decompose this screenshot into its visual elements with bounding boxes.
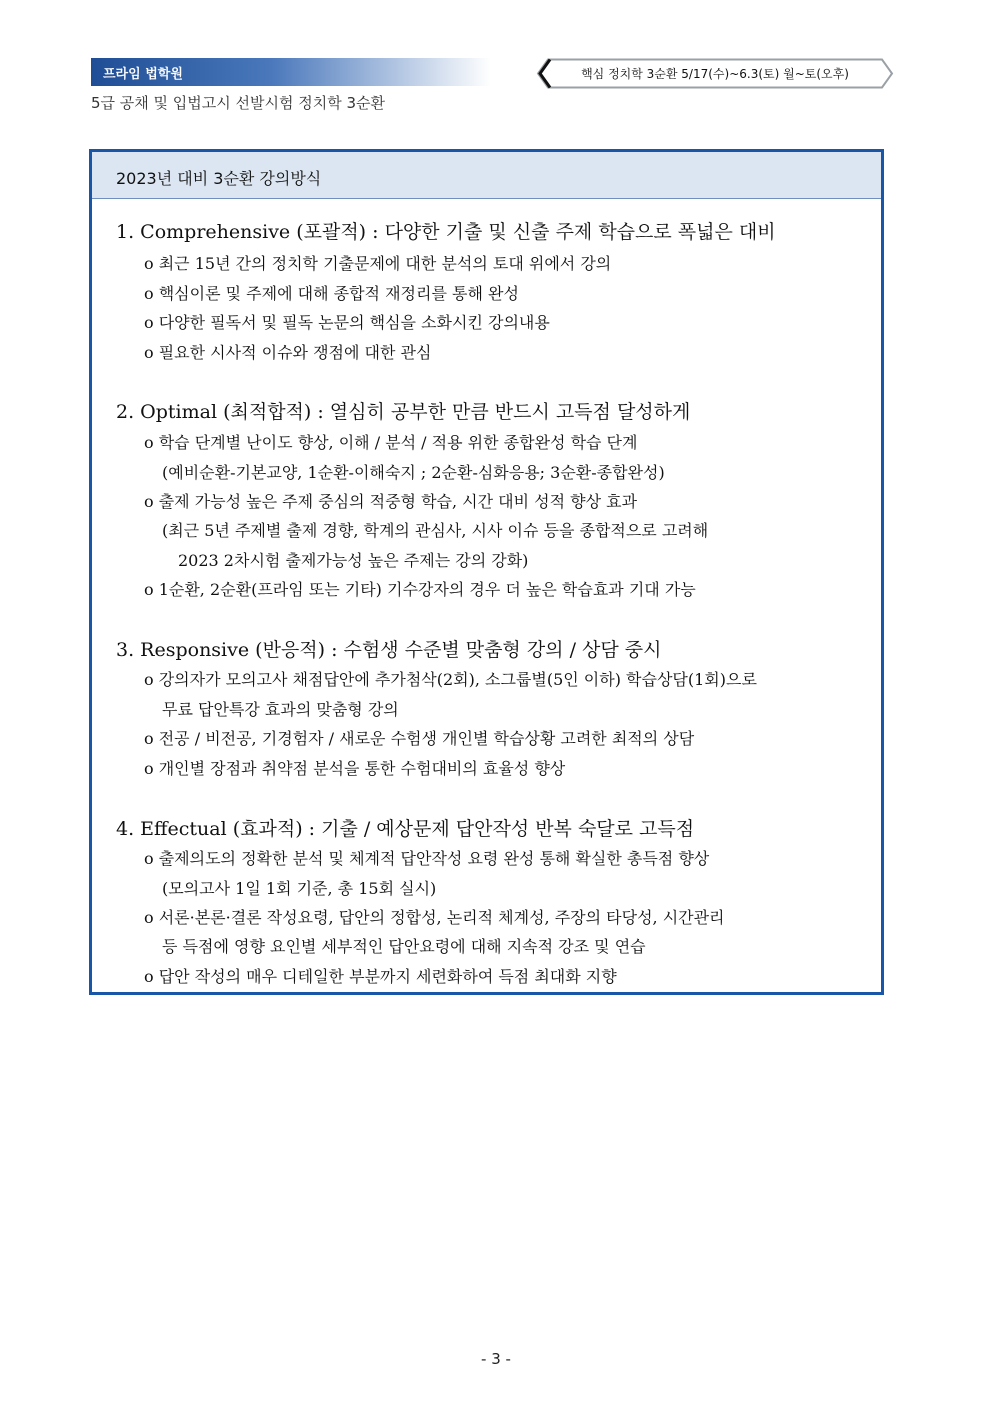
section-title: 4. Effectual (효과적) : 기출 / 예상문제 답안작성 반복 숙달로 고득점 xyxy=(116,818,695,840)
list-item: o 출제의도의 정확한 분석 및 체계적 답안작성 요령 완성 통해 확실한 총득점 향상 xyxy=(144,849,710,868)
list-item: o 핵심이론 및 주제에 대해 종합적 재정리를 통해 완성 xyxy=(144,284,519,303)
list-item: o 개인별 장점과 취약점 분석을 통한 수험대비의 효율성 향상 xyxy=(144,759,566,778)
list-item-continuation: 2023 2차시험 출제가능성 높은 주제는 강의 강화) xyxy=(178,551,529,570)
lecture-method-box xyxy=(89,149,884,995)
list-item-continuation: (모의고사 1일 1회 기준, 총 15회 실시) xyxy=(162,879,437,898)
course-badge-text: 핵심 정치학 3순환 5/17(수)~6.3(토) 월~토(오후) xyxy=(581,67,849,81)
section-title: 1. Comprehensive (포괄적) : 다양한 기출 및 신출 주제 학습으로 폭넓은 대비 xyxy=(116,221,776,243)
list-item-continuation: 무료 답안특강 효과의 맞춤형 강의 xyxy=(162,700,399,719)
list-item: o 출제 가능성 높은 주제 중심의 적중형 학습, 시간 대비 성적 향상 효과 xyxy=(144,492,638,511)
list-item-continuation: 등 득점에 영향 요인별 세부적인 답안요령에 대해 지속적 강조 및 연습 xyxy=(162,937,646,956)
document-subtitle: 5급 공채 및 입법고시 선발시험 정치학 3순환 xyxy=(91,94,386,112)
list-item: o 다양한 필독서 및 필독 논문의 핵심을 소화시킨 강의내용 xyxy=(144,313,550,332)
list-item: o 학습 단계별 난이도 향상, 이해 / 분석 / 적용 위한 종합완성 학습 단계 xyxy=(144,433,638,452)
list-item-continuation: (최근 5년 주제별 출제 경향, 학계의 관심사, 시사 이슈 등을 종합적으로 고려해 xyxy=(162,521,709,540)
list-item: o 필요한 시사적 이슈와 쟁점에 대한 관심 xyxy=(144,343,432,362)
list-item: o 서론·본론·결론 작성요령, 답안의 정합성, 논리적 체계성, 주장의 타당성, 시간관리 xyxy=(144,908,725,927)
list-item: o 답안 작성의 매우 디테일한 부분까지 세련화하여 득점 최대화 지향 xyxy=(144,967,617,986)
list-item: o 1순환, 2순환(프라임 또는 기타) 기수강자의 경우 더 높은 학습효과 기대 가능 xyxy=(144,580,696,599)
list-item: o 최근 15년 간의 정치학 기출문제에 대한 분석의 토대 위에서 강의 xyxy=(144,254,612,273)
institute-name: 프라임 법학원 xyxy=(103,67,183,82)
course-badge xyxy=(536,58,894,89)
section-title: 2. Optimal (최적합적) : 열심히 공부한 만큼 반드시 고득점 달성하게 xyxy=(116,401,691,423)
box-title: 2023년 대비 3순환 강의방식 xyxy=(116,169,322,188)
list-item: o 강의자가 모의고사 채점답안에 추가첨삭(2회), 소그룹별(5인 이하) 학습상담(1회)으로 xyxy=(144,670,757,689)
list-item-continuation: (예비순환-기본교양, 1순환-이해숙지 ; 2순환-심화응용; 3순환-종합완성) xyxy=(162,463,665,482)
list-item: o 전공 / 비전공, 기경험자 / 새로운 수험생 개인별 학습상황 고려한 최적의 상담 xyxy=(144,729,695,748)
section-title: 3. Responsive (반응적) : 수험생 수준별 맞춤형 강의 / 상담 중시 xyxy=(116,639,662,661)
page-number: - 3 - xyxy=(481,1350,511,1368)
institute-banner xyxy=(91,58,491,86)
box-header xyxy=(92,152,881,199)
